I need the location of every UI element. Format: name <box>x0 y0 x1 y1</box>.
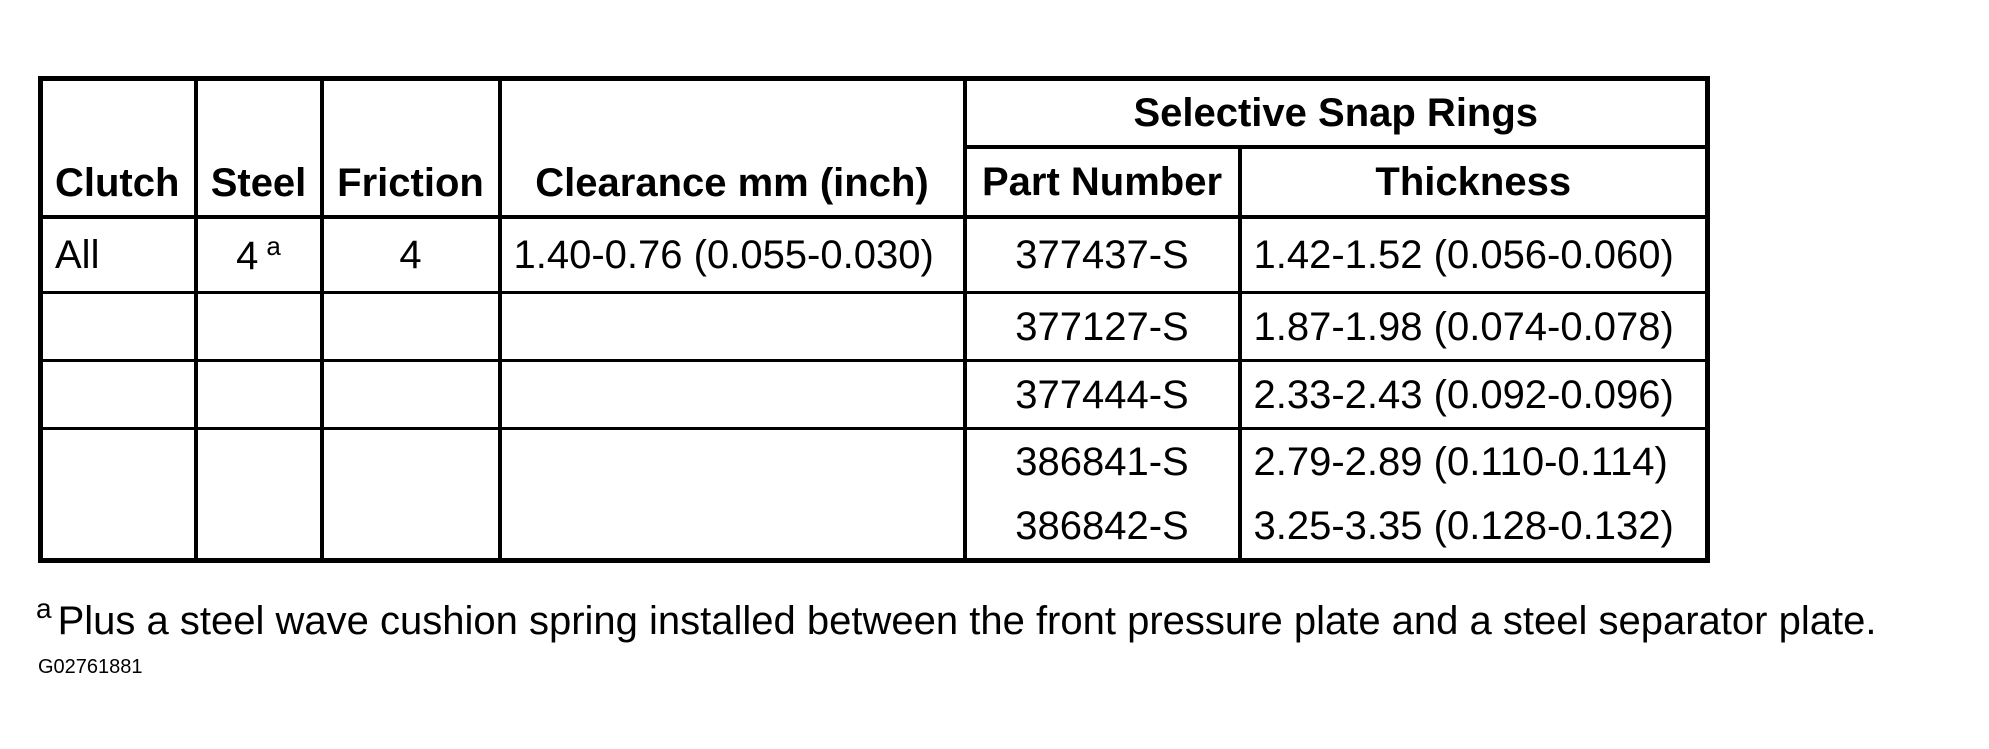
thickness-cell: 2.79-2.89 (0.110-0.114) <box>1240 429 1708 495</box>
table-row <box>41 217 1708 293</box>
part-number-cell: 386842-S <box>965 495 1240 561</box>
header-clutch: Clutch <box>41 79 196 217</box>
part-number-cell: 386841-S <box>965 429 1240 495</box>
table-row <box>41 361 1708 429</box>
part-number-cell: 377127-S <box>965 293 1240 361</box>
friction-value: 4 <box>322 217 500 293</box>
footnote <box>36 593 1876 644</box>
thickness-cell: 1.42-1.52 (0.056-0.060) <box>1240 217 1708 293</box>
part-number-cell: 377437-S <box>965 217 1240 293</box>
table-row <box>41 293 1708 361</box>
thickness-cell: 1.87-1.98 (0.074-0.078) <box>1240 293 1708 361</box>
clutch-specification-table <box>38 76 1710 563</box>
empty-cell <box>41 361 196 429</box>
empty-cell <box>500 429 965 561</box>
empty-cell <box>322 361 500 429</box>
steel-value-cell <box>196 217 322 293</box>
part-number-cell: 377444-S <box>965 361 1240 429</box>
empty-cell <box>196 293 322 361</box>
footnote-mark: a <box>266 231 281 262</box>
empty-cell <box>322 429 500 561</box>
header-selective-snap-rings: Selective Snap Rings <box>965 79 1708 147</box>
steel-value: 4 <box>236 234 259 279</box>
empty-cell <box>196 429 322 561</box>
footnote-marker: a <box>36 593 52 624</box>
header-friction: Friction <box>322 79 500 217</box>
empty-cell <box>322 293 500 361</box>
thickness-cell: 3.25-3.35 (0.128-0.132) <box>1240 495 1708 561</box>
header-clearance: Clearance mm (inch) <box>500 79 965 217</box>
figure-id: G02761881 <box>38 656 143 678</box>
header-steel: Steel <box>196 79 322 217</box>
empty-cell <box>500 361 965 429</box>
empty-cell <box>41 293 196 361</box>
footnote-text: Plus a steel wave cushion spring installed between the front pressure plate and a steel separator plate. <box>57 599 1877 643</box>
thickness-cell: 2.33-2.43 (0.092-0.096) <box>1240 361 1708 429</box>
empty-cell <box>196 361 322 429</box>
empty-cell <box>41 429 196 561</box>
empty-cell <box>500 293 965 361</box>
clutch-value: All <box>41 217 196 293</box>
header-thickness: Thickness <box>1240 147 1708 217</box>
table-row <box>41 429 1708 495</box>
header-part-number: Part Number <box>965 147 1240 217</box>
clearance-value: 1.40-0.76 (0.055-0.030) <box>500 217 965 293</box>
